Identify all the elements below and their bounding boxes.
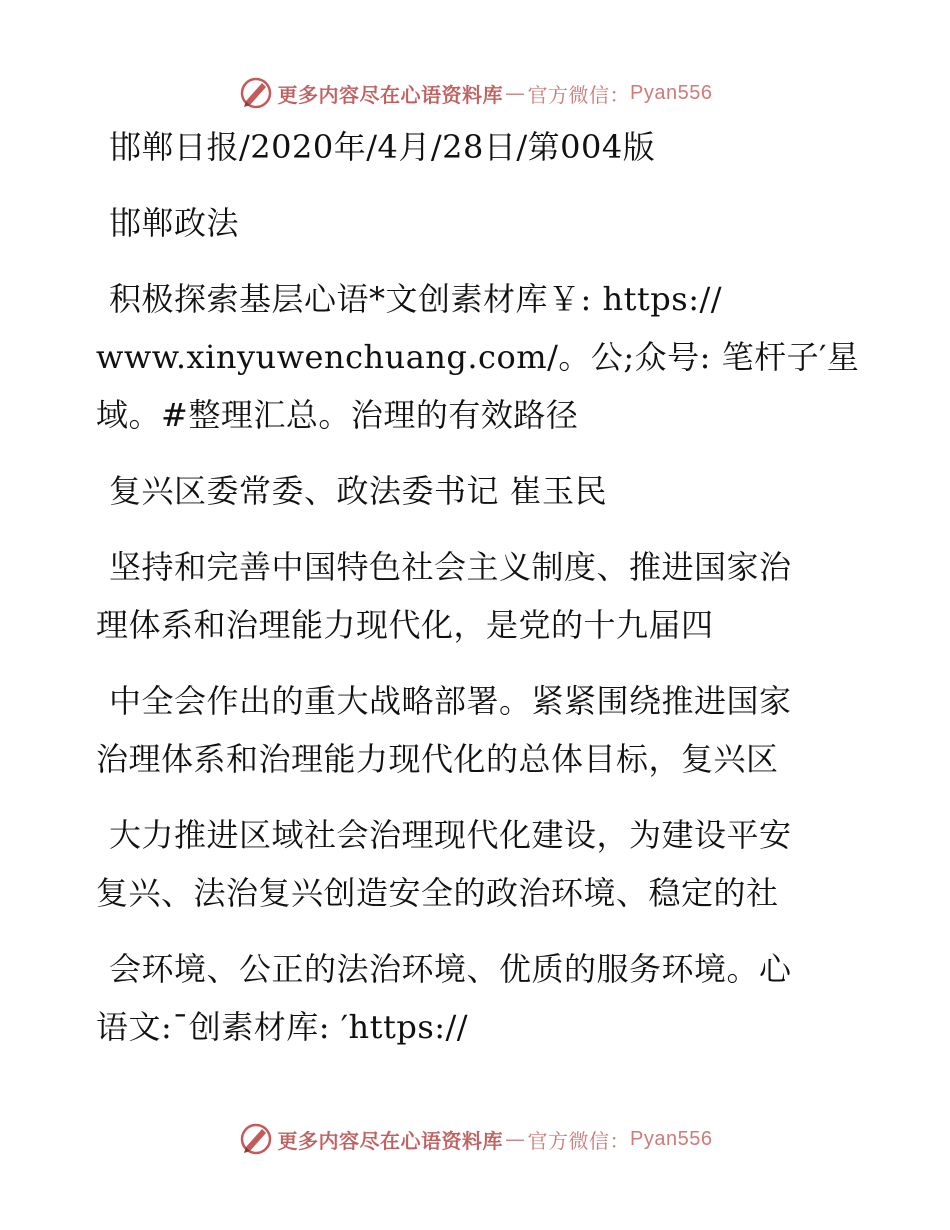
text-line: 大力推进区域社会治理现代化建设，为建设平安 xyxy=(109,816,792,854)
paragraph-gap xyxy=(96,444,836,462)
text-line: 域。#整理汇总。治理的有效路径 xyxy=(96,396,579,434)
text-line: 语文:¯创素材库: ′https:// xyxy=(96,1008,469,1046)
footer-watermark-banner xyxy=(0,1114,950,1164)
text-line: 中全会作出的重大战略部署。紧紧围绕推进国家 xyxy=(109,682,792,720)
watermark-label: 官方微信： xyxy=(527,1128,631,1153)
paragraph-gap xyxy=(96,176,836,194)
watermark-label: 官方微信： xyxy=(527,82,631,107)
text-line: 治理体系和治理能力现代化的总体目标，复兴区 xyxy=(96,740,779,778)
paragraph-gap xyxy=(96,922,836,940)
watermark-separator: — xyxy=(505,1127,526,1151)
text-line: www.xinyuwenchuang.com/。公;众号: 笔杆子′星 xyxy=(96,338,860,376)
text-line: 邯郸日报/2020年/4月/28日/第004版 xyxy=(109,128,656,166)
paragraph-gap xyxy=(96,520,836,538)
paragraph-gap xyxy=(96,788,836,806)
header-watermark-text xyxy=(278,79,713,108)
header-watermark-banner xyxy=(0,68,950,118)
pen-logo-icon xyxy=(238,1121,274,1157)
text-line: 复兴区委常委、政法委书记 崔玉民 xyxy=(109,472,608,510)
watermark-separator: — xyxy=(505,81,526,105)
document-body xyxy=(96,118,860,1056)
watermark-main-text: 更多内容尽在心语资料库 xyxy=(277,82,504,107)
text-line: 理体系和治理能力现代化，是党的十九届四 xyxy=(96,606,714,644)
paragraph-gap xyxy=(96,252,836,270)
text-line: 积极探索基层心语*文创素材库￥: https:// xyxy=(109,280,723,318)
text-line: 邯郸政法 xyxy=(109,204,240,242)
footer-watermark-text xyxy=(278,1125,713,1154)
watermark-wechat-id: Pyan556 xyxy=(630,81,713,104)
paragraph-gap xyxy=(96,654,836,672)
text-line: 会环境、公正的法治环境、优质的服务环境。心 xyxy=(109,950,792,988)
text-line: 坚持和完善中国特色社会主义制度、推进国家治 xyxy=(109,548,792,586)
watermark-wechat-id: Pyan556 xyxy=(630,1127,713,1150)
watermark-main-text: 更多内容尽在心语资料库 xyxy=(277,1128,504,1153)
pen-logo-icon xyxy=(238,75,274,111)
text-line: 复兴、法治复兴创造安全的政治环境、稳定的社 xyxy=(96,874,779,912)
